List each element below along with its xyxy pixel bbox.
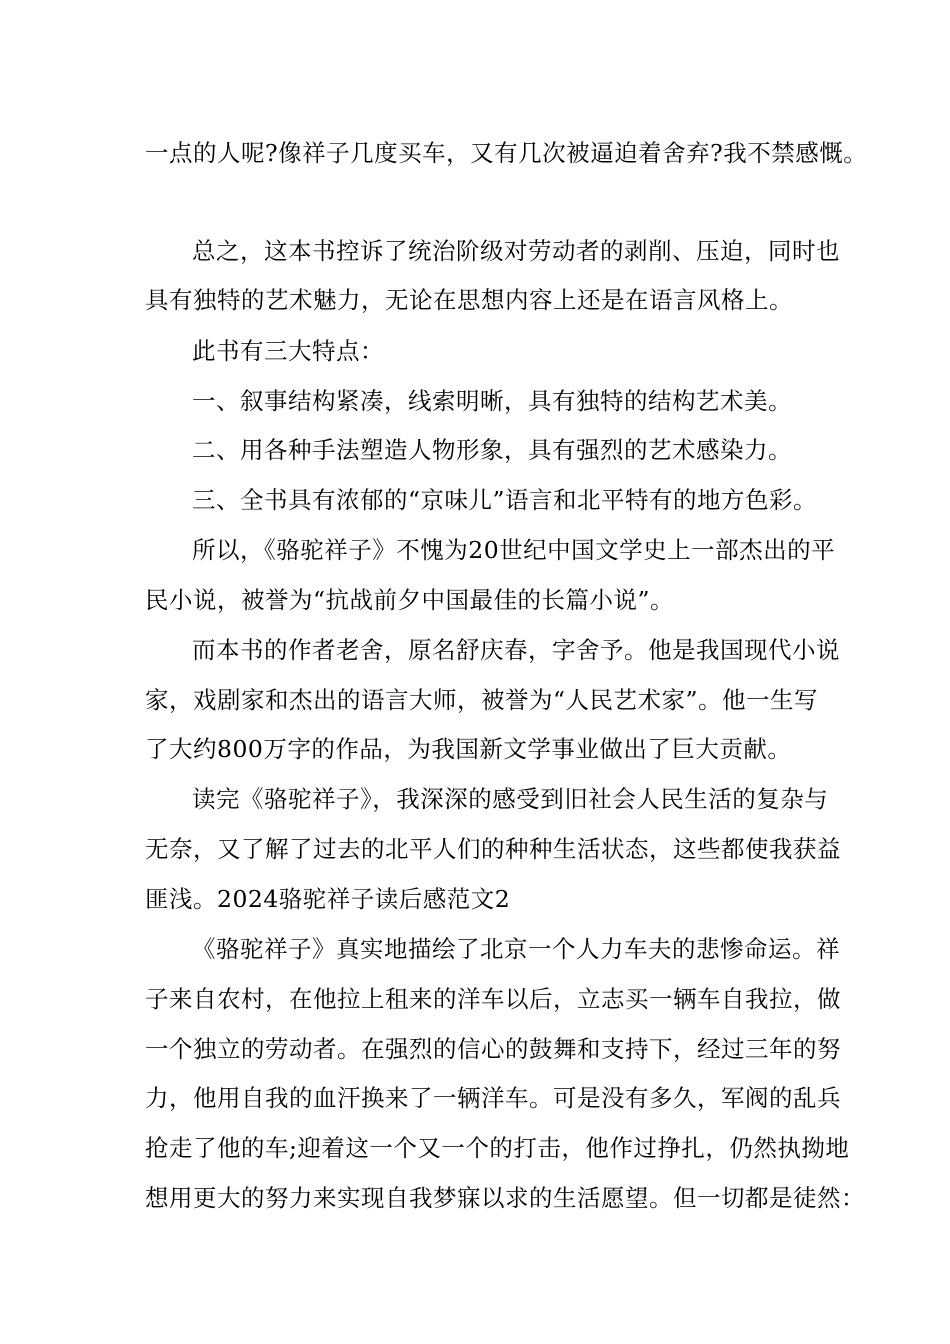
text-line: 家，戏剧家和杰出的语言大师，被誉为“人民艺术家”。他一生写 — [145, 686, 819, 714]
text-line: 民小说，被誉为“抗战前夕中国最佳的长篇小说”。 — [145, 586, 675, 614]
text-line: 二、用各种手法塑造人物形象，具有强烈的艺术感染力。 — [192, 436, 792, 464]
text-line: 一点的人呢?像祥子几度买车，又有几次被逼迫着舍弃?我不禁感慨。 — [145, 139, 868, 167]
text-line: 无奈，又了解了过去的北平人们的种种生活状态，这些都使我获益 — [145, 835, 841, 863]
text-line: 想用更大的努力来实现自我梦寐以求的生活愿望。但一切都是徒然： — [145, 1184, 865, 1212]
text-line: 三、全书具有浓郁的“京味儿”语言和北平特有的地方色彩。 — [192, 486, 818, 514]
text-line: 而本书的作者老舍，原名舒庆春，字舍予。他是我国现代小说 — [192, 636, 840, 664]
text-line: 具有独特的艺术魅力，无论在思想内容上还是在语言风格上。 — [145, 286, 793, 314]
text-line: 一个独立的劳动者。在强烈的信心的鼓舞和支持下，经过三年的努 — [145, 1035, 841, 1063]
text-line: 了大约800万字的作品，为我国新文学事业做出了巨大贡献。 — [145, 735, 792, 763]
text-line: 抢走了他的车;迎着这一个又一个的打击，他作过挣扎，仍然执拗地 — [145, 1134, 850, 1162]
text-line: 总之，这本书控诉了统治阶级对劳动者的剥削、压迫，同时也 — [192, 237, 840, 265]
text-line: 一、叙事结构紧凑，线索明晰，具有独特的结构艺术美。 — [192, 387, 792, 415]
text-line: 读完《骆驼祥子》，我深深的感受到旧社会人民生活的复杂与 — [192, 785, 829, 813]
text-line: 所以，《骆驼祥子》不愧为20世纪中国文学史上一部杰出的平 — [192, 536, 836, 564]
text-line: 《骆驼祥子》真实地描绘了北京一个人力车夫的悲惨命运。祥 — [192, 935, 840, 963]
text-line: 力，他用自我的血汗换来了一辆洋车。可是没有多久，军阀的乱兵 — [145, 1084, 841, 1112]
text-line: 此书有三大特点： — [192, 337, 384, 365]
text-line: 匪浅。2024骆驼祥子读后感范文2 — [145, 885, 511, 913]
text-line: 子来自农村，在他拉上租来的洋车以后，立志买一辆车自我拉，做 — [145, 985, 841, 1013]
